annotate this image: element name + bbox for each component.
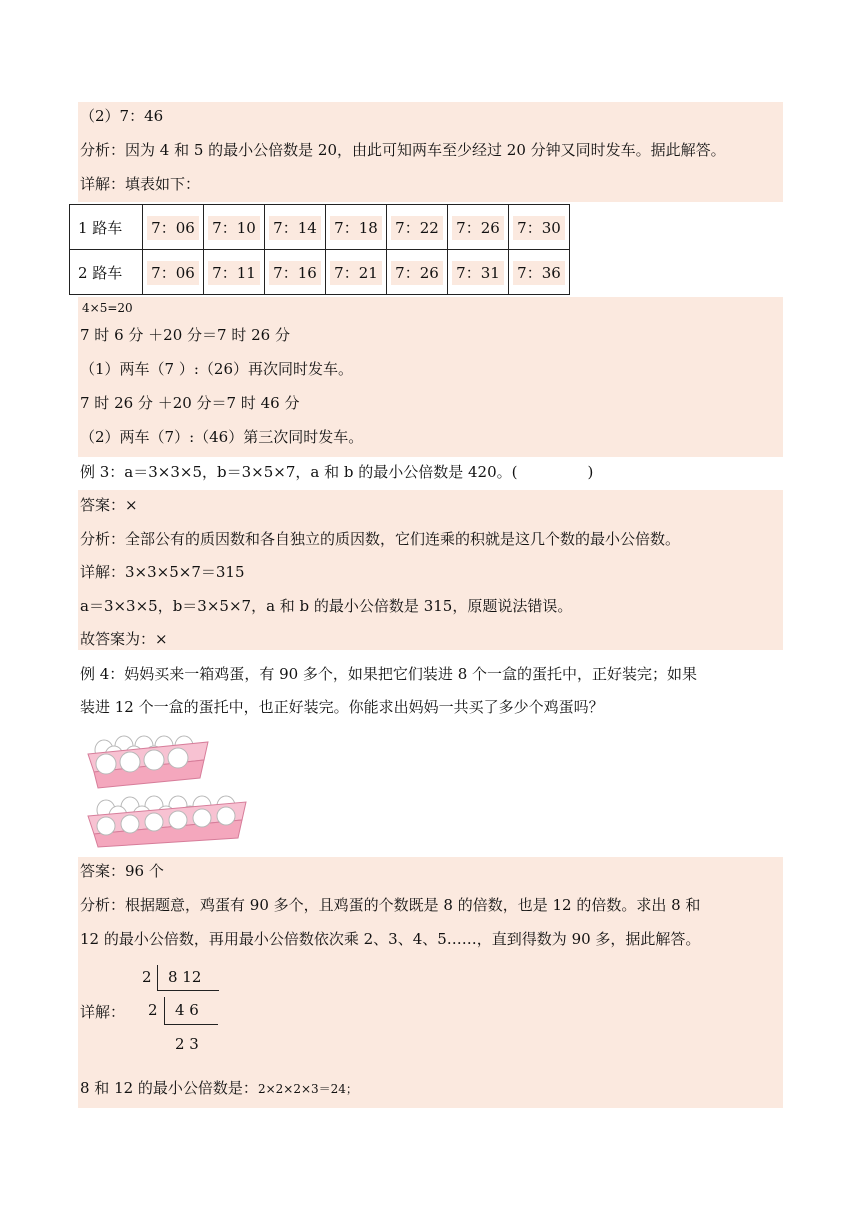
division-bracket-h2 [164, 1024, 218, 1025]
example3-final: 故答案为：× [80, 630, 168, 648]
example3-analysis: 分析：全部公有的质因数和各自独立的质因数，它们连乘的积就是这几个数的最小公倍数。 [80, 530, 681, 548]
divisor-2: 2 [148, 1001, 158, 1019]
row-label: 1 路车 [70, 205, 143, 250]
quotient-row: 2 3 [175, 1035, 199, 1053]
table-cell: 7：26 [448, 205, 509, 250]
table-cell: 7：30 [509, 205, 570, 250]
table-cell: 7：21 [326, 250, 387, 295]
dividend-row-1: 8 12 [168, 968, 202, 986]
table-cell: 7：26 [387, 250, 448, 295]
division-bracket-v1 [157, 965, 158, 991]
example4-question-2: 装进 12 个一盒的蛋托中，也正好装完。你能求出妈妈一共买了多少个鸡蛋吗？ [80, 698, 604, 716]
example4-analysis-2: 12 的最小公倍数，再用最小公倍数依次乘 2、3、4、5……，直到得数为 90 多，据此解答。 [80, 930, 701, 948]
table-cell: 7：22 [387, 205, 448, 250]
table-cell: 7：18 [326, 205, 387, 250]
table-cell: 7：11 [204, 250, 265, 295]
division-bracket-h1 [157, 990, 219, 991]
table-cell: 7：36 [509, 250, 570, 295]
example4-detail-label: 详解： [80, 1003, 126, 1021]
example3-question: 例 3：a＝3×3×5，b＝3×5×7，a 和 b 的最小公倍数是 420。( ) [80, 463, 594, 481]
result-line-2: （2）两车（7）:（46）第三次同时发车。 [80, 428, 364, 446]
egg-tray-large [88, 796, 246, 847]
table-cell: 7：16 [265, 250, 326, 295]
egg-trays-illustration [84, 730, 254, 848]
table-cell: 7：10 [204, 205, 265, 250]
detail-line: 详解：填表如下： [80, 175, 201, 193]
division-bracket-v2 [164, 997, 165, 1025]
example3-answer: 答案：× [80, 496, 138, 514]
table-cell: 7：31 [448, 250, 509, 295]
table-cell: 7：06 [143, 250, 204, 295]
row-label: 2 路车 [70, 250, 143, 295]
bus-schedule-table [69, 204, 570, 295]
egg-tray-small [88, 736, 208, 788]
time-calc-2: 7 时 26 分 ＋20 分＝7 时 46 分 [80, 394, 300, 412]
time-calc-1: 7 时 6 分 ＋20 分＝7 时 26 分 [80, 326, 290, 344]
calc-line: 4×5=20 [82, 301, 133, 315]
analysis-line: 分析：因为 4 和 5 的最小公倍数是 20，由此可知两车至少经过 20 分钟又同时发车。据此解答。 [80, 141, 726, 159]
table-cell: 7：06 [143, 205, 204, 250]
result-line-1: （1）两车（7 ）:（26）再次同时发车。 [80, 360, 353, 378]
example4-question-1: 例 4：妈妈买来一箱鸡蛋，有 90 多个，如果把它们装进 8 个一盒的蛋托中，正好装完；如果 [80, 665, 698, 683]
table-row [70, 250, 570, 295]
lcm-line: 8 和 12 的最小公倍数是：2×2×2×3＝24； [80, 1079, 358, 1097]
dividend-row-2: 4 6 [175, 1001, 199, 1019]
example4-analysis-1: 分析：根据题意，鸡蛋有 90 多个，且鸡蛋的个数既是 8 的倍数，也是 12 的倍数。求出 8 和 [80, 896, 701, 914]
example3-explain: a＝3×3×5，b＝3×5×7，a 和 b 的最小公倍数是 315，原题说法错误。 [80, 597, 573, 615]
example3-detail: 详解：3×3×5×7＝315 [80, 563, 245, 581]
part2-answer: （2）7：46 [80, 107, 164, 125]
divisor-1: 2 [142, 968, 152, 986]
example4-answer: 答案：96 个 [80, 862, 164, 880]
table-row [70, 205, 570, 250]
table-cell: 7：14 [265, 205, 326, 250]
